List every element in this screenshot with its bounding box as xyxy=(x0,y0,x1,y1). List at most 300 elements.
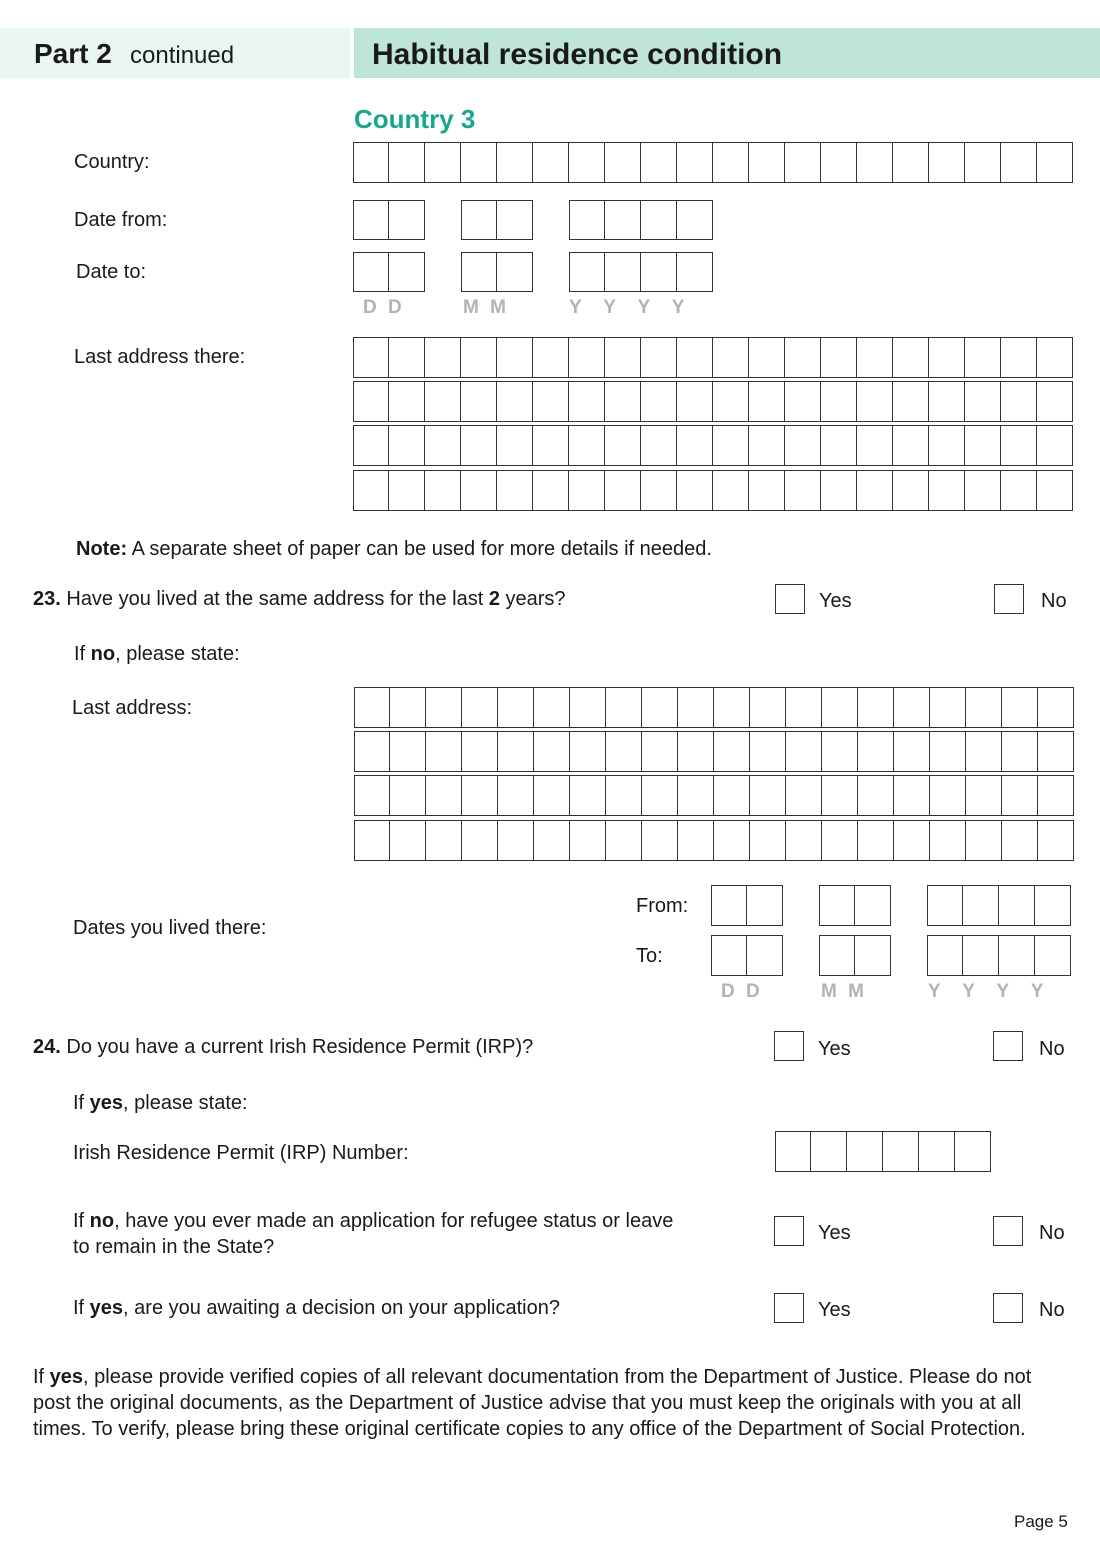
date-from-label: Date from: xyxy=(74,209,168,231)
q23-no-checkbox[interactable] xyxy=(994,584,1024,614)
char-box[interactable] xyxy=(785,382,821,421)
char-box[interactable] xyxy=(963,886,999,925)
char-box[interactable] xyxy=(461,382,497,421)
char-box[interactable] xyxy=(534,821,570,860)
char-box[interactable] xyxy=(497,426,533,465)
char-box[interactable] xyxy=(426,688,462,727)
char-box[interactable] xyxy=(1038,821,1074,860)
char-box[interactable] xyxy=(425,471,461,510)
char-box[interactable] xyxy=(606,776,642,815)
char-box[interactable] xyxy=(712,886,747,925)
char-box[interactable] xyxy=(894,821,930,860)
last-address-there-line-1[interactable] xyxy=(353,337,1073,378)
q23-text-after: years? xyxy=(499,588,566,610)
refugee-line1: , have you ever made an application for refugee status or leave xyxy=(114,1210,674,1232)
last-address-there-line-3[interactable] xyxy=(353,425,1073,466)
last-address-label: Last address: xyxy=(72,697,193,719)
char-box[interactable] xyxy=(929,426,965,465)
char-box[interactable] xyxy=(570,821,606,860)
last-address-there-line-2[interactable] xyxy=(353,381,1073,422)
char-box[interactable] xyxy=(714,732,750,771)
char-box[interactable] xyxy=(570,776,606,815)
char-box[interactable] xyxy=(606,688,642,727)
char-box[interactable] xyxy=(714,821,750,860)
lived-hint-mm: M M xyxy=(821,981,864,1002)
char-box[interactable] xyxy=(858,821,894,860)
awaiting-no-label: No xyxy=(1039,1299,1065,1321)
char-box[interactable] xyxy=(426,776,462,815)
char-box[interactable] xyxy=(389,426,425,465)
char-box[interactable] xyxy=(354,338,389,377)
char-box[interactable] xyxy=(930,776,966,815)
char-box[interactable] xyxy=(498,688,534,727)
char-box[interactable] xyxy=(426,732,462,771)
char-box[interactable] xyxy=(570,688,606,727)
char-box[interactable] xyxy=(461,426,497,465)
awaiting-bold: yes xyxy=(89,1297,124,1319)
char-box[interactable] xyxy=(785,338,821,377)
lived-from-month-input[interactable] xyxy=(819,885,891,926)
char-box[interactable] xyxy=(858,776,894,815)
q23-text-before: Have you lived at the same address for the last xyxy=(60,588,489,610)
lived-hint-dd: D D xyxy=(721,981,760,1002)
char-box[interactable] xyxy=(677,143,713,182)
char-box[interactable] xyxy=(893,143,929,182)
char-box[interactable] xyxy=(390,776,426,815)
char-box[interactable] xyxy=(642,732,678,771)
question-24 xyxy=(33,1036,533,1059)
date-hint-yyyy: Y Y Y Y xyxy=(569,297,685,318)
char-box[interactable] xyxy=(855,886,891,925)
char-box[interactable] xyxy=(569,426,605,465)
q23-yes-checkbox[interactable] xyxy=(775,584,805,614)
awaiting-yes-checkbox[interactable] xyxy=(774,1293,804,1323)
char-box[interactable] xyxy=(462,776,498,815)
to-label: To: xyxy=(636,945,663,967)
char-box[interactable] xyxy=(569,338,605,377)
char-box[interactable] xyxy=(533,143,569,182)
char-box[interactable] xyxy=(462,821,498,860)
char-box[interactable] xyxy=(533,338,569,377)
char-box[interactable] xyxy=(461,143,497,182)
refugee-bold: no xyxy=(89,1210,115,1232)
char-box[interactable] xyxy=(857,382,893,421)
char-box[interactable] xyxy=(883,1132,919,1171)
char-box[interactable] xyxy=(462,688,498,727)
refugee-question-line-1 xyxy=(73,1210,673,1233)
char-box[interactable] xyxy=(963,936,999,975)
char-box[interactable] xyxy=(1037,471,1073,510)
char-box[interactable] xyxy=(750,776,786,815)
country-3-heading: Country 3 xyxy=(354,104,476,134)
refugee-prefix: If xyxy=(73,1210,90,1232)
char-box[interactable] xyxy=(533,426,569,465)
char-box[interactable] xyxy=(857,338,893,377)
char-box[interactable] xyxy=(930,821,966,860)
char-box[interactable] xyxy=(641,253,677,291)
char-box[interactable] xyxy=(605,253,641,291)
char-box[interactable] xyxy=(785,426,821,465)
from-label: From: xyxy=(636,895,689,917)
char-box[interactable] xyxy=(461,471,497,510)
char-box[interactable] xyxy=(677,382,713,421)
refugee-yes-checkbox[interactable] xyxy=(774,1216,804,1246)
last-address-line-2[interactable] xyxy=(354,731,1074,772)
awaiting-no-checkbox[interactable] xyxy=(993,1293,1023,1323)
char-box[interactable] xyxy=(642,688,678,727)
char-box[interactable] xyxy=(354,426,389,465)
page-number: Page 5 xyxy=(1014,1512,1068,1531)
char-box[interactable] xyxy=(821,143,857,182)
q24-yes-checkbox[interactable] xyxy=(774,1031,804,1061)
char-box[interactable] xyxy=(714,776,750,815)
q24-number: 24. xyxy=(33,1036,61,1058)
char-box[interactable] xyxy=(965,338,1001,377)
char-box[interactable] xyxy=(750,688,786,727)
lived-to-year-input[interactable] xyxy=(927,935,1071,976)
char-box[interactable] xyxy=(354,471,389,510)
char-box[interactable] xyxy=(713,471,749,510)
q24-if-yes-suffix: , please state: xyxy=(123,1092,248,1114)
char-box[interactable] xyxy=(570,253,605,291)
char-box[interactable] xyxy=(894,688,930,727)
refugee-question-line-2: to remain in the State? xyxy=(73,1236,275,1258)
char-box[interactable] xyxy=(1035,936,1071,975)
char-box[interactable] xyxy=(786,688,822,727)
q23-number: 23. xyxy=(33,588,61,610)
char-box[interactable] xyxy=(855,936,891,975)
char-box[interactable] xyxy=(930,688,966,727)
char-box[interactable] xyxy=(1001,382,1037,421)
char-box[interactable] xyxy=(1035,886,1071,925)
char-box[interactable] xyxy=(606,821,642,860)
char-box[interactable] xyxy=(642,776,678,815)
char-box[interactable] xyxy=(858,732,894,771)
char-box[interactable] xyxy=(929,143,965,182)
char-box[interactable] xyxy=(713,426,749,465)
char-box[interactable] xyxy=(820,936,855,975)
char-box[interactable] xyxy=(821,471,857,510)
q24-if-yes xyxy=(73,1092,248,1115)
char-box[interactable] xyxy=(678,688,714,727)
char-box[interactable] xyxy=(389,201,425,239)
char-box[interactable] xyxy=(642,821,678,860)
char-box[interactable] xyxy=(605,471,641,510)
q23-yes-label: Yes xyxy=(819,590,852,612)
char-box[interactable] xyxy=(497,253,533,291)
char-box[interactable] xyxy=(750,732,786,771)
q23-if-no-prefix: If xyxy=(74,643,91,665)
date-from-month-input[interactable] xyxy=(461,200,533,240)
char-box[interactable] xyxy=(893,471,929,510)
date-to-month-input[interactable] xyxy=(461,252,533,292)
closing-paragraph xyxy=(33,1364,1073,1442)
char-box[interactable] xyxy=(1002,776,1038,815)
question-23 xyxy=(33,588,566,611)
char-box[interactable] xyxy=(1002,732,1038,771)
char-box[interactable] xyxy=(389,143,425,182)
char-box[interactable] xyxy=(354,143,389,182)
q24-no-label: No xyxy=(1039,1038,1065,1060)
char-box[interactable] xyxy=(534,776,570,815)
char-box[interactable] xyxy=(929,471,965,510)
char-box[interactable] xyxy=(930,732,966,771)
char-box[interactable] xyxy=(425,143,461,182)
char-box[interactable] xyxy=(570,732,606,771)
date-from-day-input[interactable] xyxy=(353,200,425,240)
char-box[interactable] xyxy=(461,338,497,377)
char-box[interactable] xyxy=(919,1132,955,1171)
char-box[interactable] xyxy=(1001,143,1037,182)
date-to-day-input[interactable] xyxy=(353,252,425,292)
section-title: Habitual residence condition xyxy=(372,38,783,71)
char-box[interactable] xyxy=(605,201,641,239)
char-box[interactable] xyxy=(677,253,713,291)
char-box[interactable] xyxy=(1038,776,1074,815)
char-box[interactable] xyxy=(389,253,425,291)
char-box[interactable] xyxy=(749,471,785,510)
awaiting-prefix: If xyxy=(73,1297,90,1319)
date-to-label: Date to: xyxy=(76,261,147,283)
q23-if-no-suffix: , please state: xyxy=(115,643,240,665)
refugee-no-label: No xyxy=(1039,1222,1065,1244)
char-box[interactable] xyxy=(389,471,425,510)
char-box[interactable] xyxy=(605,382,641,421)
char-box[interactable] xyxy=(857,471,893,510)
note-text: A separate sheet of paper can be used for more details if needed. xyxy=(127,538,712,560)
char-box[interactable] xyxy=(425,338,461,377)
last-address-line-4[interactable] xyxy=(354,820,1074,861)
char-box[interactable] xyxy=(749,426,785,465)
q24-if-yes-prefix: If xyxy=(73,1092,90,1114)
char-box[interactable] xyxy=(714,688,750,727)
awaiting-suffix: , are you awaiting a decision on your application? xyxy=(123,1297,560,1319)
char-box[interactable] xyxy=(713,143,749,182)
char-box[interactable] xyxy=(893,382,929,421)
char-box[interactable] xyxy=(354,253,389,291)
char-box[interactable] xyxy=(355,732,390,771)
char-box[interactable] xyxy=(497,382,533,421)
char-box[interactable] xyxy=(641,426,677,465)
char-box[interactable] xyxy=(1001,338,1037,377)
q23-if-no-bold: no xyxy=(90,643,116,665)
char-box[interactable] xyxy=(606,732,642,771)
char-box[interactable] xyxy=(569,382,605,421)
char-box[interactable] xyxy=(641,471,677,510)
char-box[interactable] xyxy=(999,936,1035,975)
closing-text: , please provide verified copies of all relevant documentation from the Department of Justice. Please do not post the original documents, as the Department of Justice advise that you must keep the originals with you at all times. To verify, please bring these original certificate copies to any office of the Department of Social Protection. xyxy=(33,1366,1032,1440)
char-box[interactable] xyxy=(785,143,821,182)
char-box[interactable] xyxy=(1037,382,1073,421)
char-box[interactable] xyxy=(534,732,570,771)
char-box[interactable] xyxy=(966,688,1002,727)
char-box[interactable] xyxy=(605,143,641,182)
char-box[interactable] xyxy=(928,936,963,975)
char-box[interactable] xyxy=(678,821,714,860)
last-address-there-line-4[interactable] xyxy=(353,470,1073,511)
dates-lived-label: Dates you lived there: xyxy=(73,917,267,939)
char-box[interactable] xyxy=(928,886,963,925)
char-box[interactable] xyxy=(999,886,1035,925)
char-box[interactable] xyxy=(1038,732,1074,771)
char-box[interactable] xyxy=(569,143,605,182)
char-box[interactable] xyxy=(677,201,713,239)
char-box[interactable] xyxy=(929,338,965,377)
char-box[interactable] xyxy=(677,426,713,465)
lived-to-day-input[interactable] xyxy=(711,935,783,976)
char-box[interactable] xyxy=(355,821,390,860)
refugee-yes-label: Yes xyxy=(818,1222,851,1244)
char-box[interactable] xyxy=(497,143,533,182)
char-box[interactable] xyxy=(355,776,390,815)
char-box[interactable] xyxy=(894,732,930,771)
char-box[interactable] xyxy=(713,338,749,377)
closing-bold: yes xyxy=(49,1366,84,1388)
char-box[interactable] xyxy=(533,471,569,510)
char-box[interactable] xyxy=(390,732,426,771)
char-box[interactable] xyxy=(389,338,425,377)
char-box[interactable] xyxy=(425,426,461,465)
char-box[interactable] xyxy=(929,382,965,421)
char-box[interactable] xyxy=(390,821,426,860)
char-box[interactable] xyxy=(749,338,785,377)
date-hint-dd: D D xyxy=(363,297,402,318)
char-box[interactable] xyxy=(712,936,747,975)
char-box[interactable] xyxy=(858,688,894,727)
char-box[interactable] xyxy=(677,338,713,377)
char-box[interactable] xyxy=(390,688,426,727)
char-box[interactable] xyxy=(821,382,857,421)
char-box[interactable] xyxy=(498,776,534,815)
char-box[interactable] xyxy=(749,143,785,182)
lived-to-month-input[interactable] xyxy=(819,935,891,976)
char-box[interactable] xyxy=(426,821,462,860)
char-box[interactable] xyxy=(857,143,893,182)
char-box[interactable] xyxy=(425,382,461,421)
q24-text: Do you have a current Irish Residence Permit (IRP)? xyxy=(60,1036,534,1058)
char-box[interactable] xyxy=(641,143,677,182)
char-box[interactable] xyxy=(534,688,570,727)
char-box[interactable] xyxy=(497,338,533,377)
char-box[interactable] xyxy=(354,382,389,421)
char-box[interactable] xyxy=(1037,426,1073,465)
char-box[interactable] xyxy=(1037,338,1073,377)
char-box[interactable] xyxy=(822,688,858,727)
char-box[interactable] xyxy=(820,886,855,925)
char-box[interactable] xyxy=(641,338,677,377)
char-box[interactable] xyxy=(965,426,1001,465)
char-box[interactable] xyxy=(1037,143,1073,182)
closing-prefix: If xyxy=(33,1366,50,1388)
char-box[interactable] xyxy=(893,338,929,377)
char-box[interactable] xyxy=(641,382,677,421)
char-box[interactable] xyxy=(965,143,1001,182)
refugee-no-checkbox[interactable] xyxy=(993,1216,1023,1246)
char-box[interactable] xyxy=(750,821,786,860)
char-box[interactable] xyxy=(822,821,858,860)
note xyxy=(76,538,712,561)
country-input[interactable] xyxy=(353,142,1073,183)
char-box[interactable] xyxy=(955,1132,991,1171)
lived-from-year-input[interactable] xyxy=(927,885,1071,926)
char-box[interactable] xyxy=(497,201,533,239)
char-box[interactable] xyxy=(894,776,930,815)
char-box[interactable] xyxy=(678,776,714,815)
char-box[interactable] xyxy=(811,1132,847,1171)
char-box[interactable] xyxy=(533,382,569,421)
char-box[interactable] xyxy=(966,776,1002,815)
char-box[interactable] xyxy=(1038,688,1074,727)
irp-number-label: Irish Residence Permit (IRP) Number: xyxy=(73,1142,409,1164)
country-label: Country: xyxy=(74,151,150,173)
date-to-year-input[interactable] xyxy=(569,252,713,292)
char-box[interactable] xyxy=(605,426,641,465)
char-box[interactable] xyxy=(1002,688,1038,727)
char-box[interactable] xyxy=(786,776,822,815)
last-address-line-3[interactable] xyxy=(354,775,1074,816)
awaiting-question xyxy=(73,1297,560,1320)
char-box[interactable] xyxy=(641,201,677,239)
q23-text-bold: 2 xyxy=(488,588,500,610)
char-box[interactable] xyxy=(497,471,533,510)
char-box[interactable] xyxy=(678,732,714,771)
char-box[interactable] xyxy=(785,471,821,510)
char-box[interactable] xyxy=(677,471,713,510)
char-box[interactable] xyxy=(355,688,390,727)
char-box[interactable] xyxy=(786,732,822,771)
char-box[interactable] xyxy=(776,1132,811,1171)
note-bold: Note: xyxy=(76,538,128,560)
char-box[interactable] xyxy=(965,382,1001,421)
lived-from-day-input[interactable] xyxy=(711,885,783,926)
char-box[interactable] xyxy=(747,936,783,975)
char-box[interactable] xyxy=(498,732,534,771)
lived-hint-yyyy: Y Y Y Y xyxy=(928,981,1044,1002)
char-box[interactable] xyxy=(965,471,1001,510)
char-box[interactable] xyxy=(822,732,858,771)
char-box[interactable] xyxy=(462,253,497,291)
date-from-year-input[interactable] xyxy=(569,200,713,240)
char-box[interactable] xyxy=(821,338,857,377)
char-box[interactable] xyxy=(462,201,497,239)
char-box[interactable] xyxy=(786,821,822,860)
char-box[interactable] xyxy=(498,821,534,860)
char-box[interactable] xyxy=(847,1132,883,1171)
char-box[interactable] xyxy=(1001,426,1037,465)
char-box[interactable] xyxy=(1002,821,1038,860)
part-continued: continued xyxy=(130,42,235,69)
char-box[interactable] xyxy=(354,201,389,239)
char-box[interactable] xyxy=(893,426,929,465)
q24-no-checkbox[interactable] xyxy=(993,1031,1023,1061)
char-box[interactable] xyxy=(966,821,1002,860)
char-box[interactable] xyxy=(857,426,893,465)
char-box[interactable] xyxy=(966,732,1002,771)
char-box[interactable] xyxy=(713,382,749,421)
char-box[interactable] xyxy=(821,426,857,465)
char-box[interactable] xyxy=(462,732,498,771)
last-address-line-1[interactable] xyxy=(354,687,1074,728)
char-box[interactable] xyxy=(1001,471,1037,510)
char-box[interactable] xyxy=(605,338,641,377)
char-box[interactable] xyxy=(749,382,785,421)
char-box[interactable] xyxy=(389,382,425,421)
char-box[interactable] xyxy=(822,776,858,815)
char-box[interactable] xyxy=(569,471,605,510)
irp-number-input[interactable] xyxy=(775,1131,991,1172)
char-box[interactable] xyxy=(570,201,605,239)
char-box[interactable] xyxy=(747,886,783,925)
